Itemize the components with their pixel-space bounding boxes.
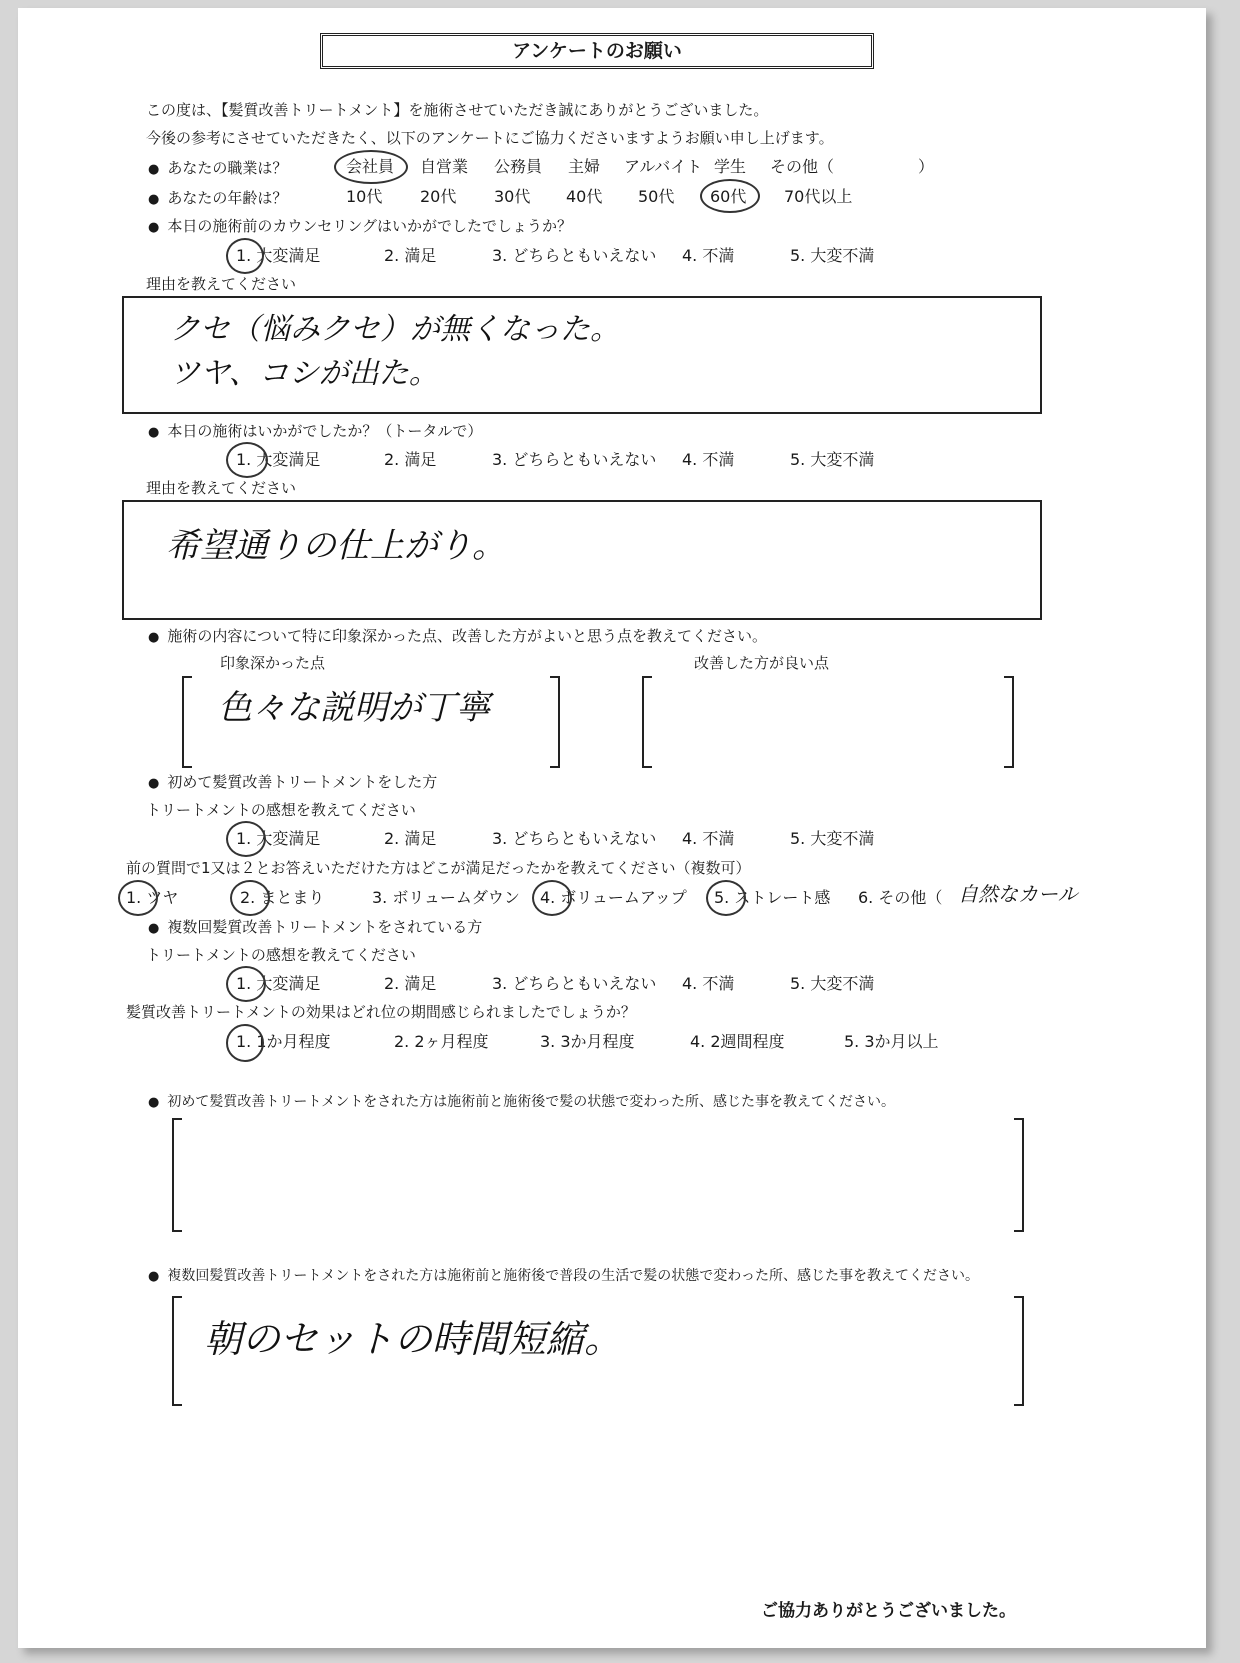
counseling-option-4[interactable]: 4. 不満 (682, 246, 735, 265)
duration-option-5[interactable]: 5. 3か月以上 (844, 1032, 939, 1051)
repeat-change-question: ● 複数回髪質改善トリートメントをされた方は施術前と施術後で普段の生活で髪の状態で変わった所、感じた事を教えてください。 (148, 1266, 979, 1287)
first-time-option-5[interactable]: 5. 大変不満 (790, 829, 875, 848)
treatment-reason-line-1: 希望通りの仕上がり。 (166, 526, 506, 566)
intro-line-2: 今後の参考にさせていただきたく、以下のアンケートにご協力くださいますようお願い申し上げます。 (146, 129, 834, 147)
bracket-right (1014, 1118, 1024, 1232)
impression-good-answer: 色々な説明が丁寧 (218, 688, 490, 728)
occupation-question: ● あなたの職業は？ (148, 158, 287, 180)
repeat-heading: ● 複数回髪質改善トリートメントをされている方 (148, 917, 482, 939)
occupation-option-parttime[interactable]: アルバイト (624, 157, 703, 176)
duration-option-1[interactable]: 1. 1か月程度 (236, 1032, 331, 1051)
impression-question: ● 施術の内容について特に印象深かった点、改善した方がよいと思う点を教えてください。 (148, 626, 767, 648)
followup-option-4[interactable]: 4. ボリュームアップ (540, 888, 687, 907)
thanks-footer: ご協力ありがとうございました。 (761, 1601, 1016, 1621)
occupation-option-public[interactable]: 公務員 (494, 157, 543, 176)
bracket-right (550, 676, 560, 768)
duration-option-4[interactable]: 4. 2週間程度 (690, 1032, 785, 1051)
bracket-left (182, 676, 192, 768)
treatment-option-5[interactable]: 5. 大変不満 (790, 450, 875, 469)
counseling-question: ● 本日の施術前のカウンセリングはいかがでしたでしょうか？ (148, 216, 572, 238)
repeat-option-4[interactable]: 4. 不満 (682, 974, 735, 993)
selection-circle (226, 238, 264, 274)
occupation-other-close: ） (918, 157, 935, 176)
followup-option-2[interactable]: 2. まとまり (240, 888, 325, 907)
first-time-heading: ● 初めて髪質改善トリートメントをした方 (148, 772, 437, 794)
occupation-option-student[interactable]: 学生 (714, 157, 747, 176)
age-option-20[interactable]: 20代 (420, 187, 457, 206)
occupation-option-other[interactable]: その他（ (770, 157, 835, 176)
selection-circle (532, 880, 572, 916)
occupation-option-self[interactable]: 自営業 (420, 157, 469, 176)
followup-option-3[interactable]: 3. ボリュームダウン (372, 888, 520, 907)
duration-option-3[interactable]: 3. 3か月程度 (540, 1032, 635, 1051)
followup-option-1[interactable]: 1. ツヤ (126, 888, 179, 907)
age-option-10[interactable]: 10代 (346, 187, 383, 206)
counseling-reason-line-2: ツヤ、コシが出た。 (170, 356, 439, 391)
bracket-right (1004, 676, 1014, 768)
counseling-option-1[interactable]: 1. 大変満足 (236, 246, 321, 265)
age-option-50[interactable]: 50代 (638, 187, 675, 206)
followup-option-6[interactable]: 6. その他（ (858, 888, 943, 907)
selection-circle (700, 179, 760, 213)
survey-sheet (18, 8, 1206, 1648)
selection-circle (118, 880, 158, 916)
first-time-option-1[interactable]: 1. 大変満足 (236, 829, 321, 848)
treatment-option-3[interactable]: 3. どちらともいえない (492, 450, 657, 469)
intro-line-1: この度は、【髪質改善トリートメント】を施術させていただき誠にありがとうございました。 (146, 101, 769, 119)
bracket-left (172, 1118, 182, 1232)
first-time-option-3[interactable]: 3. どちらともいえない (492, 829, 657, 848)
first-time-option-2[interactable]: 2. 満足 (384, 829, 437, 848)
duration-option-2[interactable]: 2. 2ヶ月程度 (394, 1032, 489, 1051)
bracket-left (642, 676, 652, 768)
selection-circle (706, 880, 746, 916)
repeat-feel-label: トリートメントの感想を教えてください (146, 946, 416, 964)
first-time-followup: 前の質問で1又は２とお答えいただけた方はどこが満足だったかを教えてください（複数可） (126, 859, 751, 877)
repeat-option-3[interactable]: 3. どちらともいえない (492, 974, 657, 993)
selection-circle (226, 966, 266, 1002)
counseling-option-5[interactable]: 5. 大変不満 (790, 246, 875, 265)
impression-improve-label: 改善した方が良い点 (694, 654, 830, 672)
treatment-option-1[interactable]: 1. 大変満足 (236, 450, 321, 469)
treatment-option-4[interactable]: 4. 不満 (682, 450, 735, 469)
impression-good-label: 印象深かった点 (220, 654, 326, 672)
occupation-option-housewife[interactable]: 主婦 (568, 157, 601, 176)
selection-circle (334, 150, 408, 184)
age-question: ● あなたの年齢は？ (148, 188, 287, 210)
bracket-right (1014, 1296, 1024, 1406)
followup-other-answer: 自然なカール (958, 882, 1078, 906)
repeat-duration-question: 髪質改善トリートメントの効果はどれ位の期間感じられましたでしょうか？ (126, 1003, 636, 1021)
bracket-left (172, 1296, 182, 1406)
counseling-option-3[interactable]: 3. どちらともいえない (492, 246, 657, 265)
first-time-option-4[interactable]: 4. 不満 (682, 829, 735, 848)
counseling-option-2[interactable]: 2. 満足 (384, 246, 437, 265)
treatment-reason-label: 理由を教えてください (146, 479, 297, 497)
treatment-option-2[interactable]: 2. 満足 (384, 450, 437, 469)
age-option-40[interactable]: 40代 (566, 187, 603, 206)
followup-option-5[interactable]: 5. ストレート感 (714, 888, 831, 907)
age-option-60[interactable]: 60代 (710, 187, 747, 206)
repeat-option-1[interactable]: 1. 大変満足 (236, 974, 321, 993)
repeat-option-2[interactable]: 2. 満足 (384, 974, 437, 993)
counseling-reason-line-1: クセ（悩みクセ）が無くなった。 (170, 312, 620, 347)
selection-circle (226, 442, 268, 478)
occupation-option-company[interactable]: 会社員 (346, 157, 395, 176)
selection-circle (230, 880, 270, 916)
age-option-70[interactable]: 70代以上 (784, 187, 853, 206)
counseling-reason-label: 理由を教えてください (146, 275, 297, 293)
treatment-question: ● 本日の施術はいかがでしたか？（トータルで） (148, 421, 482, 443)
survey-title: アンケートのお願い (320, 33, 874, 69)
repeat-option-5[interactable]: 5. 大変不満 (790, 974, 875, 993)
first-change-question: ● 初めて髪質改善トリートメントをされた方は施術前と施術後で髪の状態で変わった所、感じた事を教えてください。 (148, 1092, 895, 1113)
age-option-30[interactable]: 30代 (494, 187, 531, 206)
first-time-feel-label: トリートメントの感想を教えてください (146, 801, 416, 819)
repeat-change-answer: 朝のセットの時間短縮。 (204, 1317, 623, 1361)
selection-circle (226, 821, 266, 857)
selection-circle (226, 1024, 264, 1062)
